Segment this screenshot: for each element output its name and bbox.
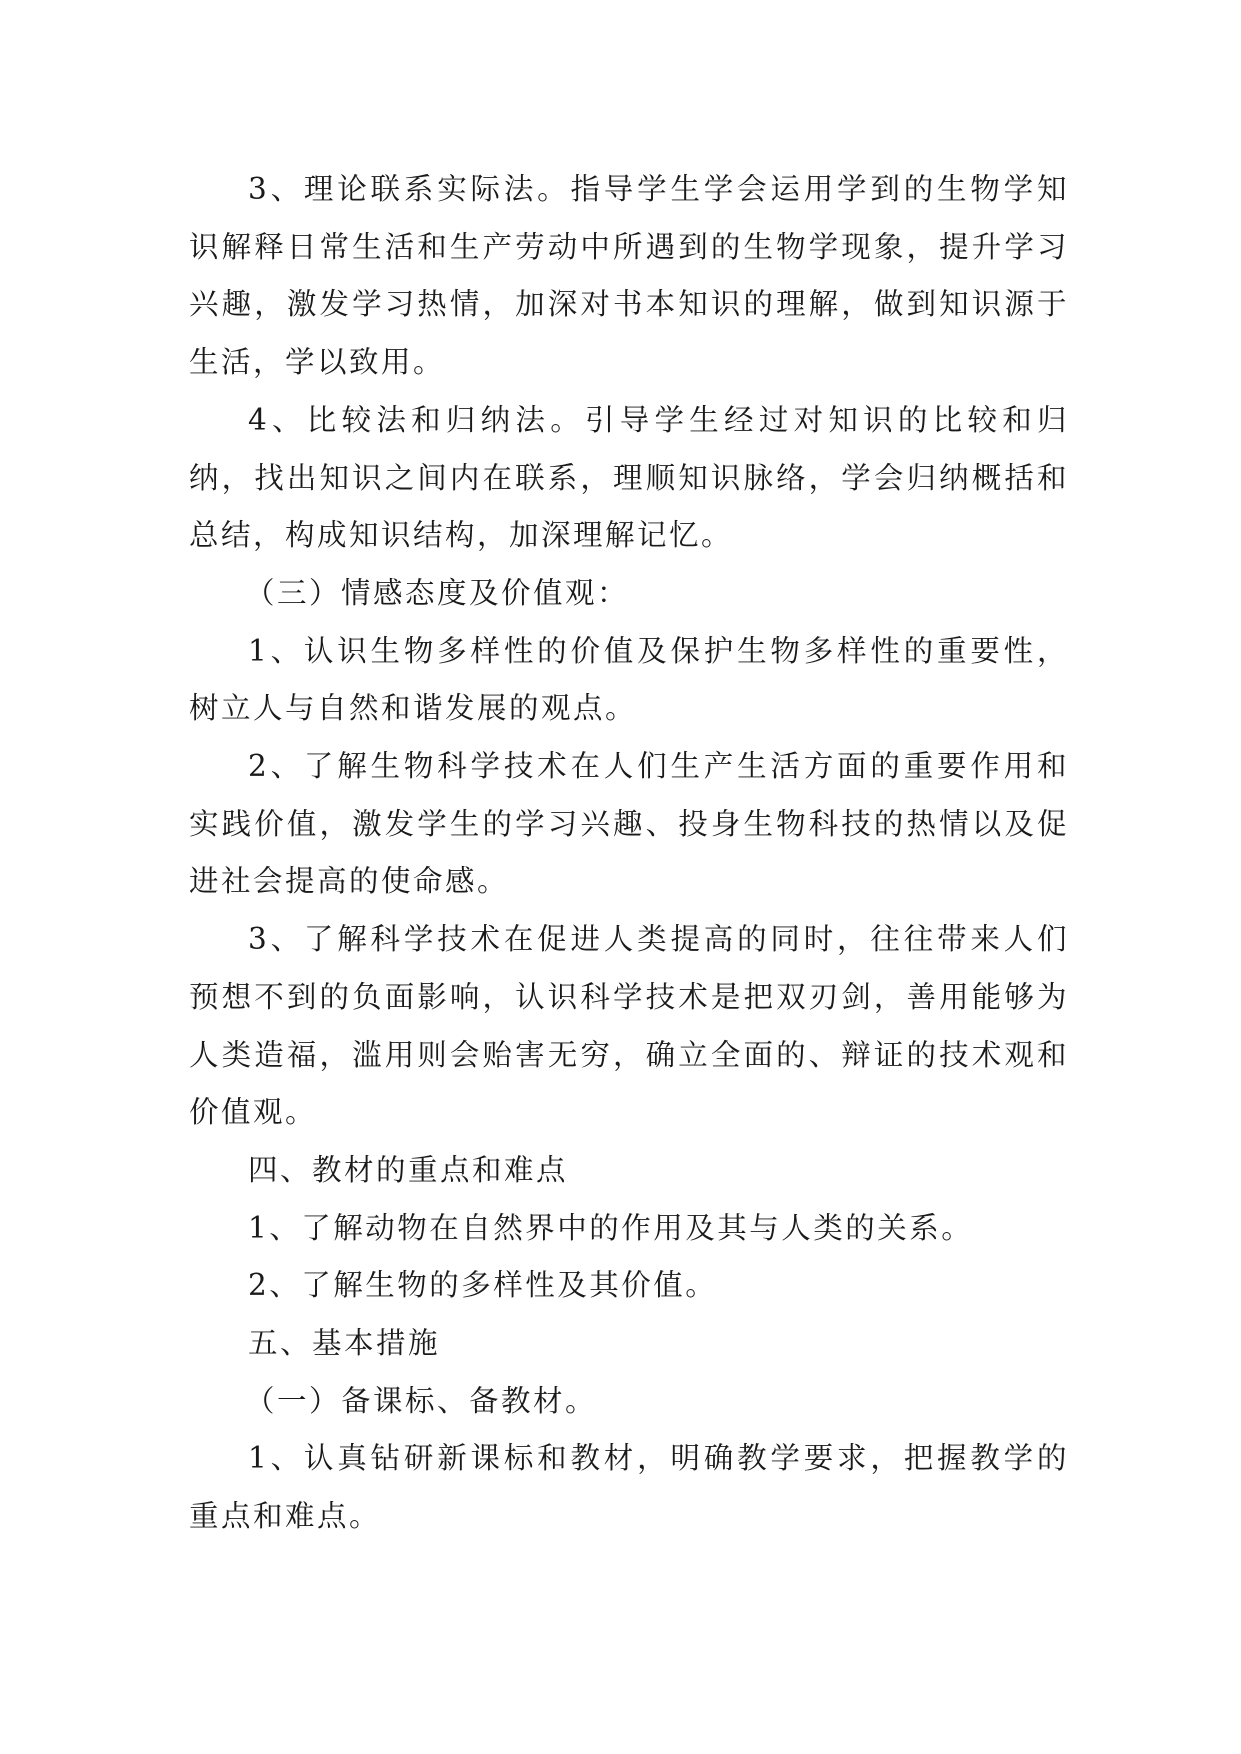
section-heading-measures: 五、基本措施 [248,1326,441,1361]
paragraph-key-point-2: 2、了解生物的多样性及其价值。 [248,1268,718,1303]
paragraph-prep-1: 1、认真钻研新课标和教材，明确教学要求，把握教学的重点和难点。 [189,1441,1069,1534]
paragraph-method-3: 3、理论联系实际法。指导学生学会运用学到的生物学知识解释日常生活和生产劳动中所遇到的生物学现象，提升学习兴趣，激发学习热情，加深对书本知识的理解，做到知识源于生活，学以致用。 [189,172,1069,380]
document-body [189,161,1069,1546]
paragraph-attitude-3: 3、了解科学技术在促进人类提高的同时，往往带来人们预想不到的负面影响，认识科学技术是把双刃剑，善用能够为人类造福，滥用则会贻害无穷，确立全面的、辩证的技术观和价值观。 [189,922,1069,1130]
subsection-heading-prep: （一）备课标、备教材。 [245,1383,598,1418]
paragraph-method-4: 4、比较法和归纳法。引导学生经过对知识的比较和归纳，找出知识之间内在联系，理顺知识脉络，学会归纳概括和总结，构成知识结构，加深理解记忆。 [189,402,1069,553]
section-heading-attitudes: （三）情感态度及价值观： [245,575,630,610]
paragraph-key-point-1: 1、了解动物在自然界中的作用及其与人类的关系。 [248,1210,974,1245]
paragraph-attitude-1: 1、认识生物多样性的价值及保护生物多样性的重要性，树立人与自然和谐发展的观点。 [189,633,1069,726]
section-heading-key-points: 四、教材的重点和难点 [248,1152,569,1187]
paragraph-attitude-2: 2、了解生物科学技术在人们生产生活方面的重要作用和实践价值，激发学生的学习兴趣、投身生物科技的热情以及促进社会提高的使命感。 [189,749,1069,899]
